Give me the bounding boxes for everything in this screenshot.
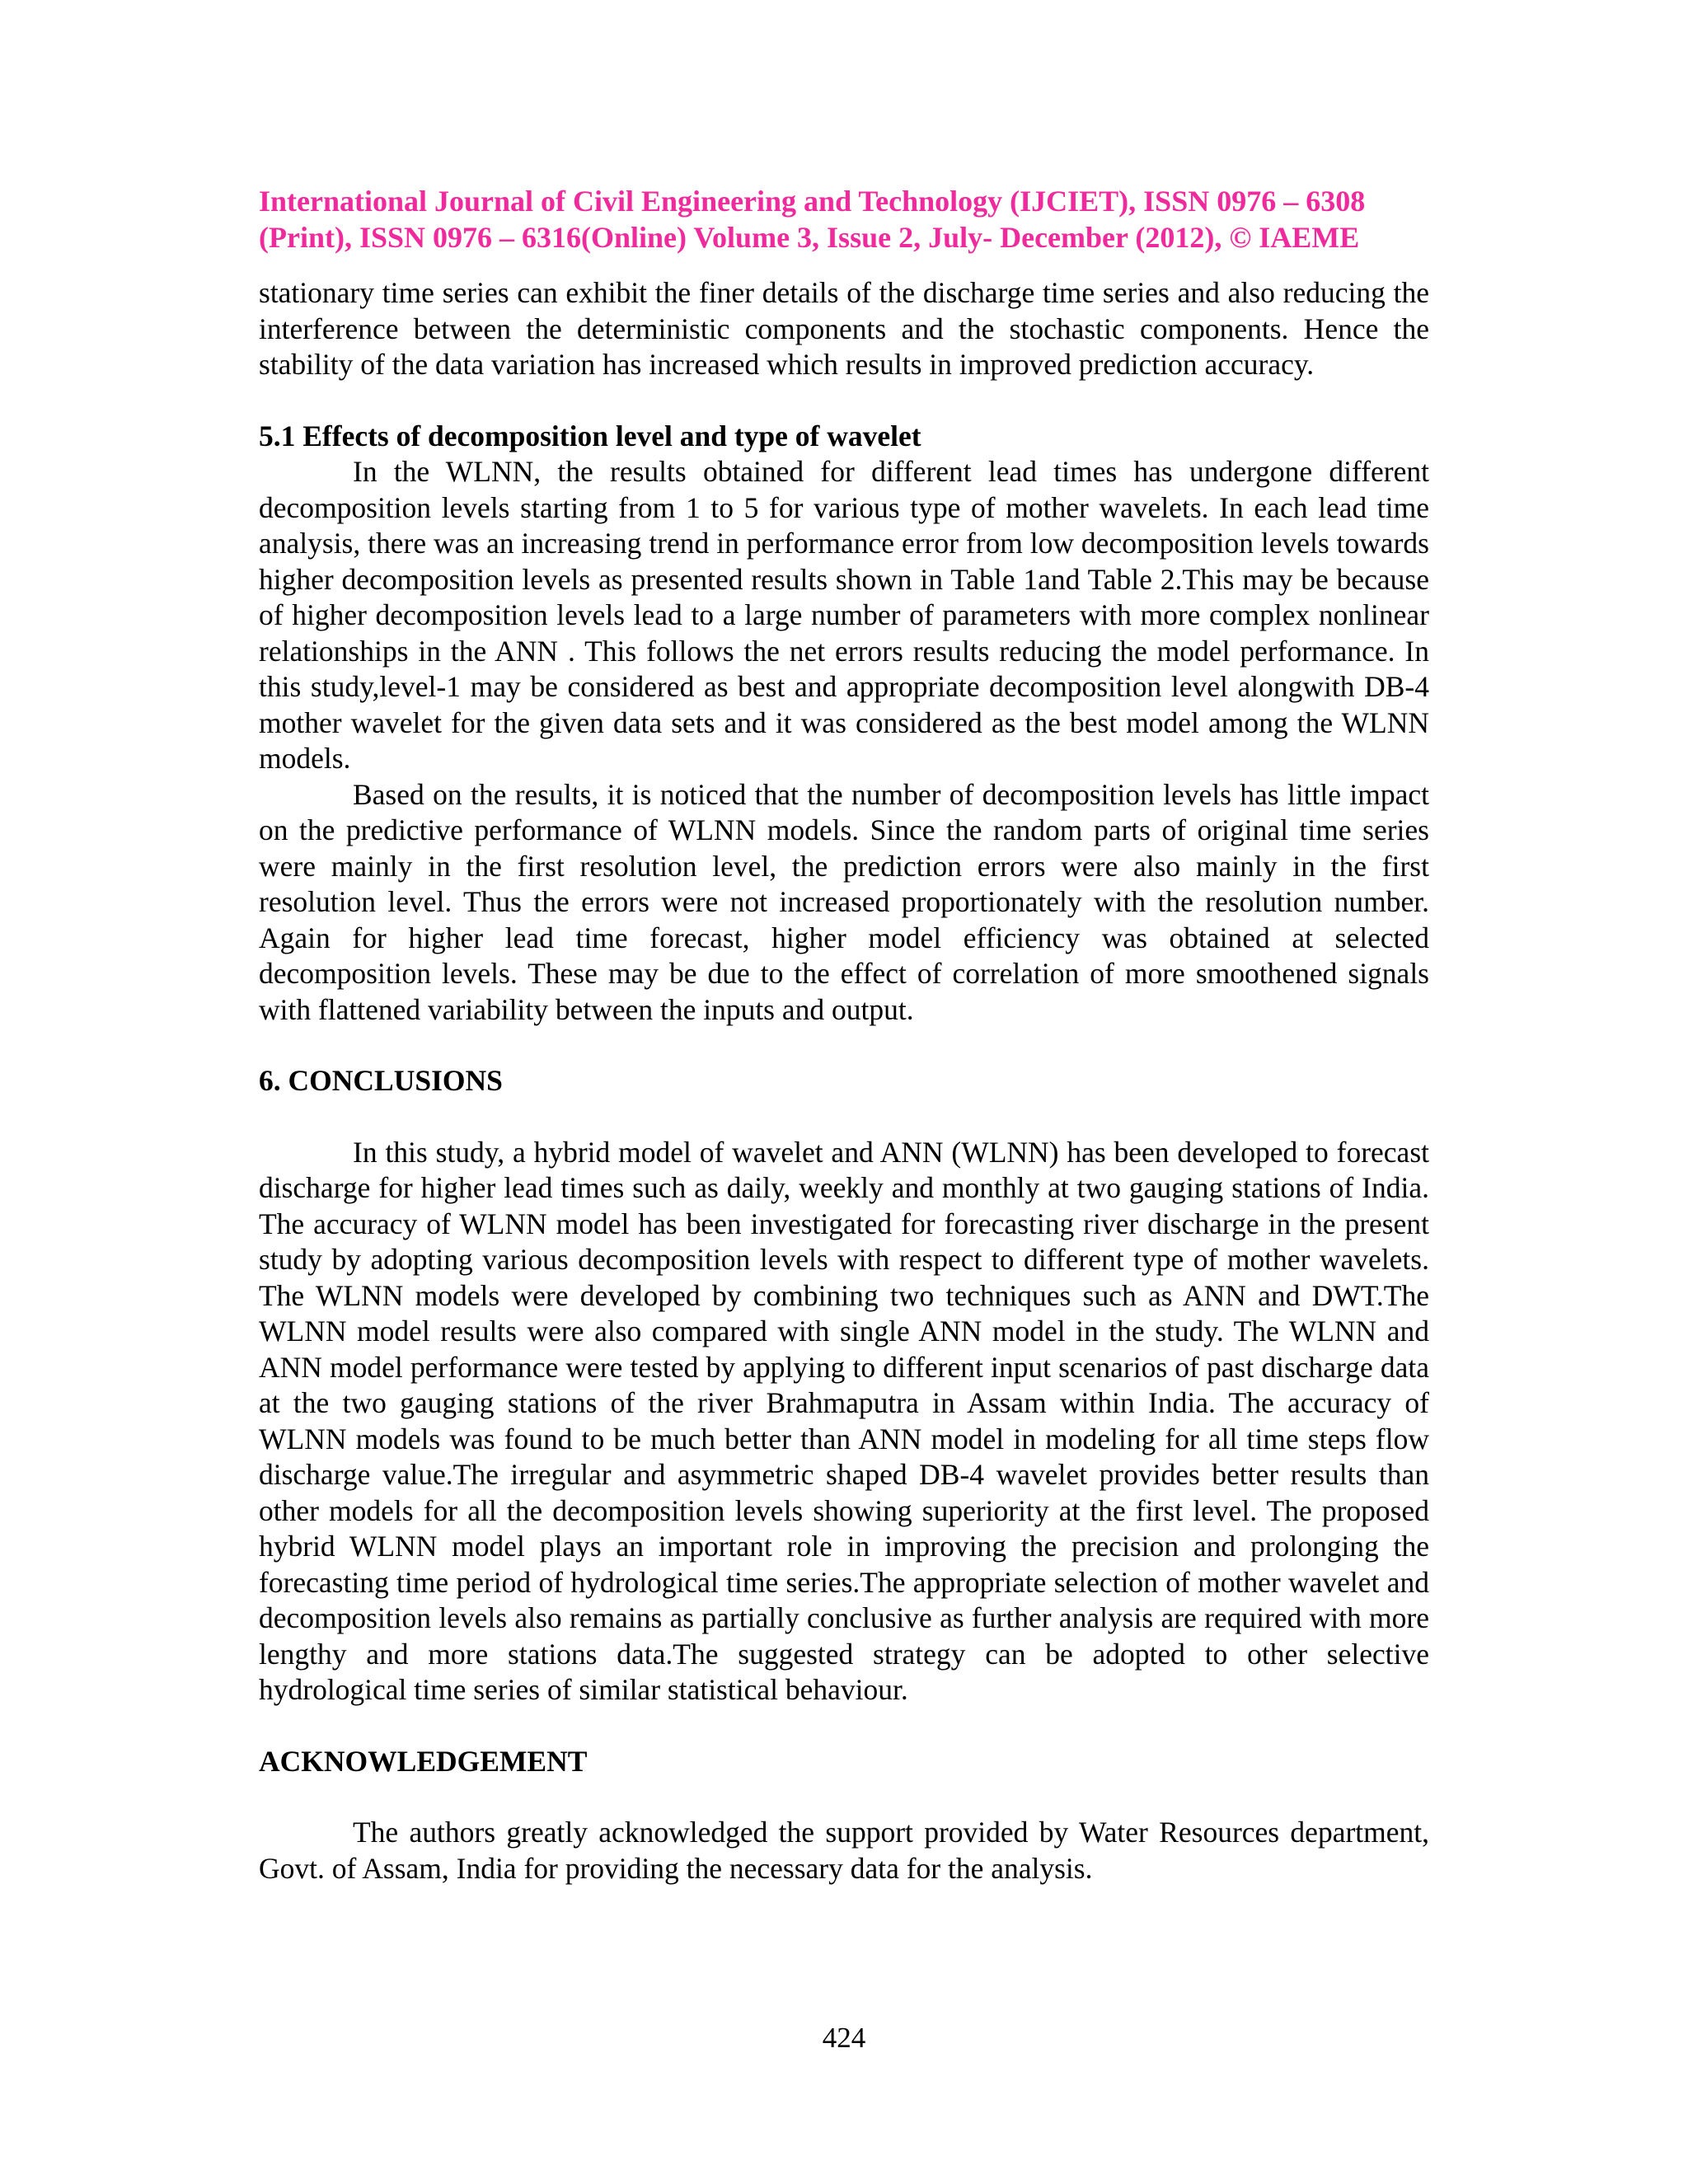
acknowledgement-paragraph: The authors greatly acknowledged the support provided by Water Resources department, Govt. of Assam, India for providing the necessary data for the analysis. (259, 1816, 1429, 1885)
conclusions-paragraph: In this study, a hybrid model of wavelet and ANN (WLNN) has been developed to forecast discharge for higher lead times such as daily, weekly and monthly at two gauging stations of India. The accuracy of WLNN model has been investigated for forecasting river discharge in the present study by adopting various decomposition levels with respect to different type of mother wavelets. The WLNN models were developed by combining two techniques such as ANN and DWT.The WLNN model results were also compared with single ANN model in the study. The WLNN and ANN model performance were tested by applying to different input scenarios of past discharge data at the two gauging stations of the river Brahmaputra in Assam within India. The accuracy of WLNN models was found to be much better than ANN model in modeling for all time steps flow discharge value.The irregular and asymmetric shaped DB-4 wavelet provides better results than other models for all the decomposition levels showing superiority at the first level. The proposed hybrid WLNN model plays an important role in improving the precision and prolonging the forecasting time period of hydrological time series.The appropriate selection of mother wavelet and decomposition levels also remains as partially conclusive as further analysis are required with more lengthy and more stations data.The suggested strategy can be adopted to other selective hydrological time series of similar statistical behaviour. (259, 1135, 1429, 1706)
journal-header (259, 183, 1429, 255)
section-5-1-paragraph-1: In the WLNN, the results obtained for different lead times has undergone different decomposition levels starting from 1 to 5 for various type of mother wavelets. In each lead time analysis, there was an increasing trend in performance error from low decomposition levels towards higher decomposition levels as presented results shown in Table 1and Table 2.This may be because of higher decomposition levels lead to a large number of parameters with more complex nonlinear relationships in the ANN . This follows the net errors results reducing the model performance. In this study,level-1 may be considered as best and appropriate decomposition level alongwith DB-4 mother wavelet for the given data sets and it was considered as the best model among the WLNN models. (259, 455, 1429, 775)
conclusions-heading: 6. CONCLUSIONS (259, 1064, 503, 1097)
page-number: 424 (822, 2022, 866, 2054)
intro-paragraph: stationary time series can exhibit the finer details of the discharge time series and also reducing the interference between the deterministic components and the stochastic components. Hence the stability of the data variation has increased which results in improved prediction accuracy. (259, 276, 1429, 381)
section-5-1-paragraph-2: Based on the results, it is noticed that the number of decomposition levels has little impact on the predictive performance of WLNN models. Since the random parts of original time series were mainly in the first resolution level, the prediction errors were also mainly in the first resolution level. Thus the errors were not increased proportionately with the resolution number. Again for higher lead time forecast, higher model efficiency was obtained at selected decomposition levels. These may be due to the effect of correlation of more smoothened signals with flattened variability between the inputs and output. (259, 777, 1429, 1026)
journal-header-line-1: International Journal of Civil Engineering and Technology (IJCIET), ISSN 0976 – 6308 (259, 185, 1366, 218)
acknowledgement-heading: ACKNOWLEDGEMENT (259, 1744, 588, 1778)
journal-header-line-2: (Print), ISSN 0976 – 6316(Online) Volume 3, Issue 2, July- December (2012), © IAEME (259, 221, 1360, 254)
paper-page (259, 183, 1429, 1886)
section-5-1-heading: 5.1 Effects of decomposition level and type of wavelet (259, 419, 921, 452)
